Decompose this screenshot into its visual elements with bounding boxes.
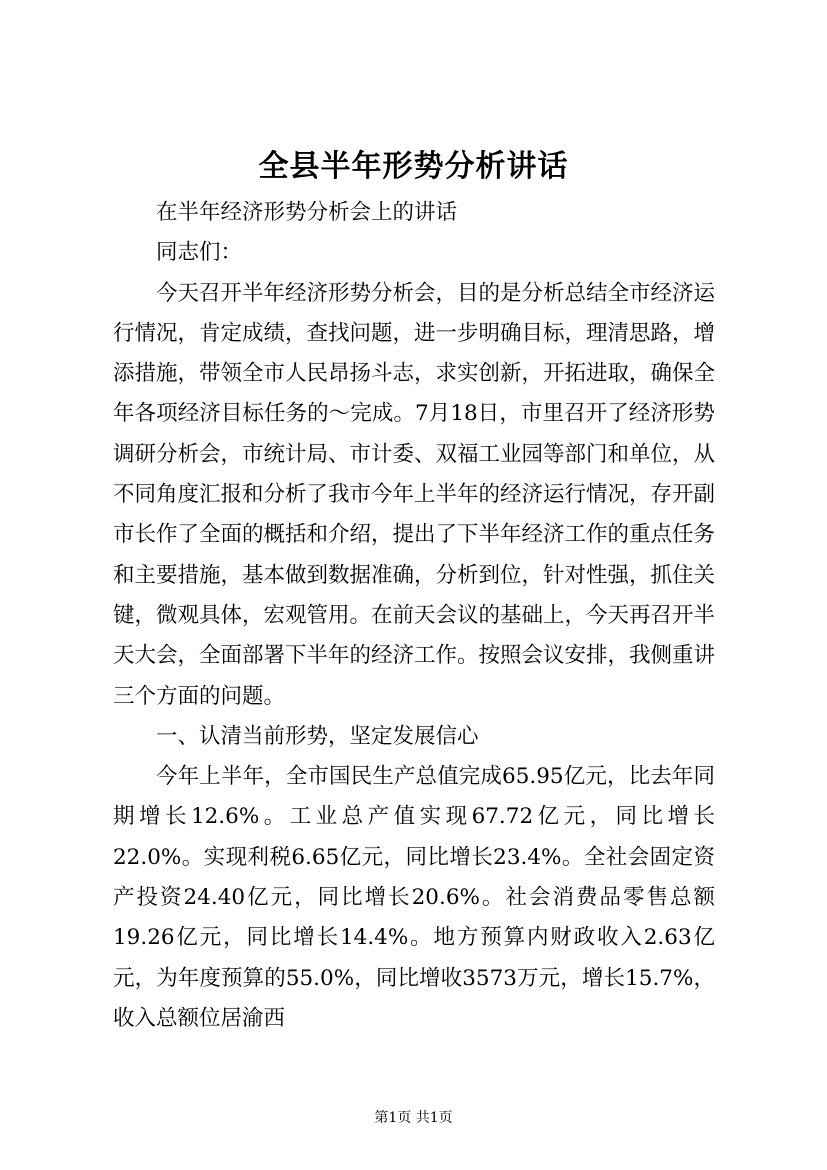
document-body [113, 193, 715, 1039]
page-footer: 第1页 共1页 [374, 1110, 453, 1126]
section-heading: 一、认清当前形势，坚定发展信心 [156, 723, 479, 749]
body-paragraph: 今年上半年，全市国民生产总值完成65.95亿元，比去年同期增长12.6%。工业总产值实现67.72亿元，同比增长22.0%。实现利税6.65亿元，同比增长23.4%。全社会固定资产投资24.40亿元，同比增长20.6%。社会消费品零售总额19.26亿元，同比增长14.4%。地方预算内财政收入2.63亿元，为年度预算的55.0%，同比增收3573万元，增长15.7%，收入总额位居渝西 [113, 764, 715, 1031]
document-title: 全县半年形势分析讲话 [258, 149, 569, 184]
speech-subtitle: 在半年经济形势分析会上的讲话 [156, 200, 458, 225]
body-paragraph: 今天召开半年经济形势分析会，目的是分析总结全市经济运行情况，肯定成绩，查找问题，进一步明确目标，理清思路，增添措施，带领全市人民昂扬斗志，求实创新，开拓进取，确保全年各项经济目标任务的～完成。7月18日，市里召开了经济形势调研分析会，市统计局、市计委、双福工业园等部门和单位，从不同角度汇报和分析了我市今年上半年的经济运行情况，存开副市长作了全面的概括和介绍，提出了下半年经济工作的重点任务和主要措施，基本做到数据准确，分析到位，针对性强，抓住关键，微观具体，宏观管用。在前天会议的基础上，今天再召开半天大会，全面部署下半年的经济工作。按照会议安排，我侧重讲三个方面的问题。 [113, 280, 716, 709]
salutation: 同志们： [156, 240, 243, 266]
